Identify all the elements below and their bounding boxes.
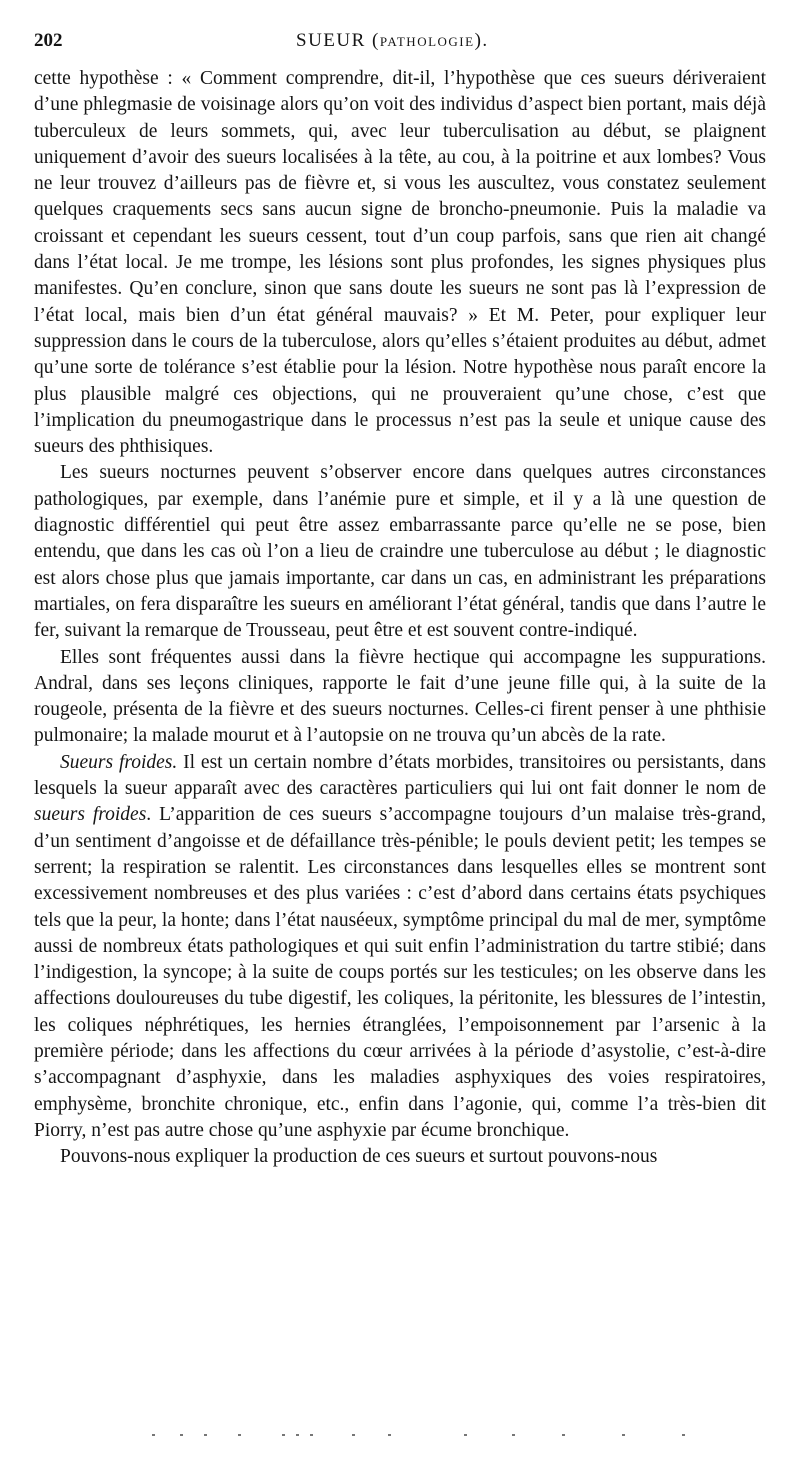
body-text [34,66,766,1170]
paragraph-1: cette hypothèse : « Comment comprendre, dit-il, l’hypothèse que ces sueurs dériveraient d’une phlegmasie de voisinage alors qu’on voit des individus d’aspect bien portant, mais déjà tuberculeux de leurs sommets, qui, avec leur tuberculisation au début, se plaignent uniquement d’avoir des sueurs localisées à la tête, au cou, à la poitrine et aux lombes? Vous ne leur trouvez d’ailleurs pas de fièvre et, si vous les auscultez, vous constatez seulement quelques craquements secs sans aucun signe de broncho-pneumonie. Puis la maladie va croissant et cependant les sueurs cessent, tout d’un coup parfois, sans que rien ait changé dans l’état local. Je me trompe, les lésions sont plus profondes, les signes physiques plus manifestes. Qu’en conclure, sinon que sans doute les sueurs ne sont pas là l’expression de l’état local, mais bien d’un état général mauvais? » Et M. Peter, pour expliquer leur suppression dans le cours de la tuberculose, alors qu’elles s’étaient produites au début, admet qu’une sorte de tolérance s’est établie pour la lésion. Notre hypothèse nous paraît encore la plus plausible malgré ces objections, qui ne prouveraient qu’une chose, c’est que l’implication du pneumogastrique dans le processus n’est pas la seule et unique cause des sueurs des phthisiques. [34,68,766,458]
paragraph-5: Pouvons-nous expliquer la production de ces sueurs et surtout pouvons-nous [60,1146,658,1168]
section-lead-sueurs-froides: Sueurs froides. [60,751,178,773]
paragraph-2: Les sueurs nocturnes peuvent s’observer encore dans quelques autres circonstances pathologiques, par exemple, dans l’anémie pure et simple, et il y a là une question de diagnostic différentiel qui peut être assez embarrassante parce qu’elle ne se pose, bien entendu, que dans les cas où l’on a lieu de craindre une tuberculose au début ; le diagnostic est alors chose plus que jamais importante, car dans un cas, en administrant les préparations martiales, on fera disparaître les sueurs en améliorant l’état général, tandis que dans l’autre le fer, suivant la remarque de Trousseau, peut être et est souvent contre-indiqué. [34,462,766,642]
paragraph-4-text-a: Il est un certain nombre d’états morbides, transitoires ou persistants, dans lesquels la sueur apparaît avec des caractères particuliers qui lui ont fait donner le nom de [34,751,767,800]
running-title [296,30,489,52]
scan-bleed-through-marks [152,1428,712,1442]
running-head [34,30,766,54]
paragraph-4-text-b: . L’apparition de ces sueurs s’accompagne toujours d’un malaise très-grand, d’un sentiment d’angoisse et de défaillance très-pénible; le pouls devient petit; les tempes se serrent; la respiration se ralentit. Les circonstances dans lesquelles elles se montrent sont excessivement nombreuses et des plus variées : c’est d’abord dans certains états psychiques tels que la peur, la honte; dans l’état nauséeux, symptôme principal du mal de mer, symptôme aussi de nombreux états pathologiques et qui suit enfin l’administration du tartre stibié; dans l’indigestion, la syncope; à la suite de coups portés sur les testicules; on les observe dans les affections douloureuses du tube digestif, les coliques, la péritonite, les blessures de l’intestin, les coliques néphrétiques, les hernies étranglées, l’empoisonnement par l’arsenic à la première période; dans les affections du cœur arrivées à la période d’asystolie, c’est-à-dire s’accompagnant d’asphyxie, dans les maladies asphyxiques des voies respiratoires, emphysème, bronchite chronique, etc., enfin dans l’agonie, qui, comme l’a très-bien dit Piorry, n’est pas autre chose qu’une asphyxie par écume bronchique. [34,804,766,1141]
running-title-end: ). [474,30,489,51]
paragraph-4 [34,750,766,1144]
paragraph-3: Elles sont fréquentes aussi dans la fièvre hectique qui accompagne les suppurations. Andral, dans ses leçons cliniques, rapporte le fait d’une jeune fille qui, à la suite de la rougeole, présenta de la fièvre et des sueurs nocturnes. Celles-ci firent penser à une phthisie pulmonaire; la malade mourut et à l’autopsie on ne trouva qu’un abcès de la rate. [34,646,766,747]
term-sueurs-froides: sueurs froides [34,804,147,826]
book-page [34,0,766,1474]
page-number: 202 [34,30,63,51]
running-title-subject: PATHOLOGIE [379,34,475,49]
running-title-main: SUEUR ( [296,30,380,51]
